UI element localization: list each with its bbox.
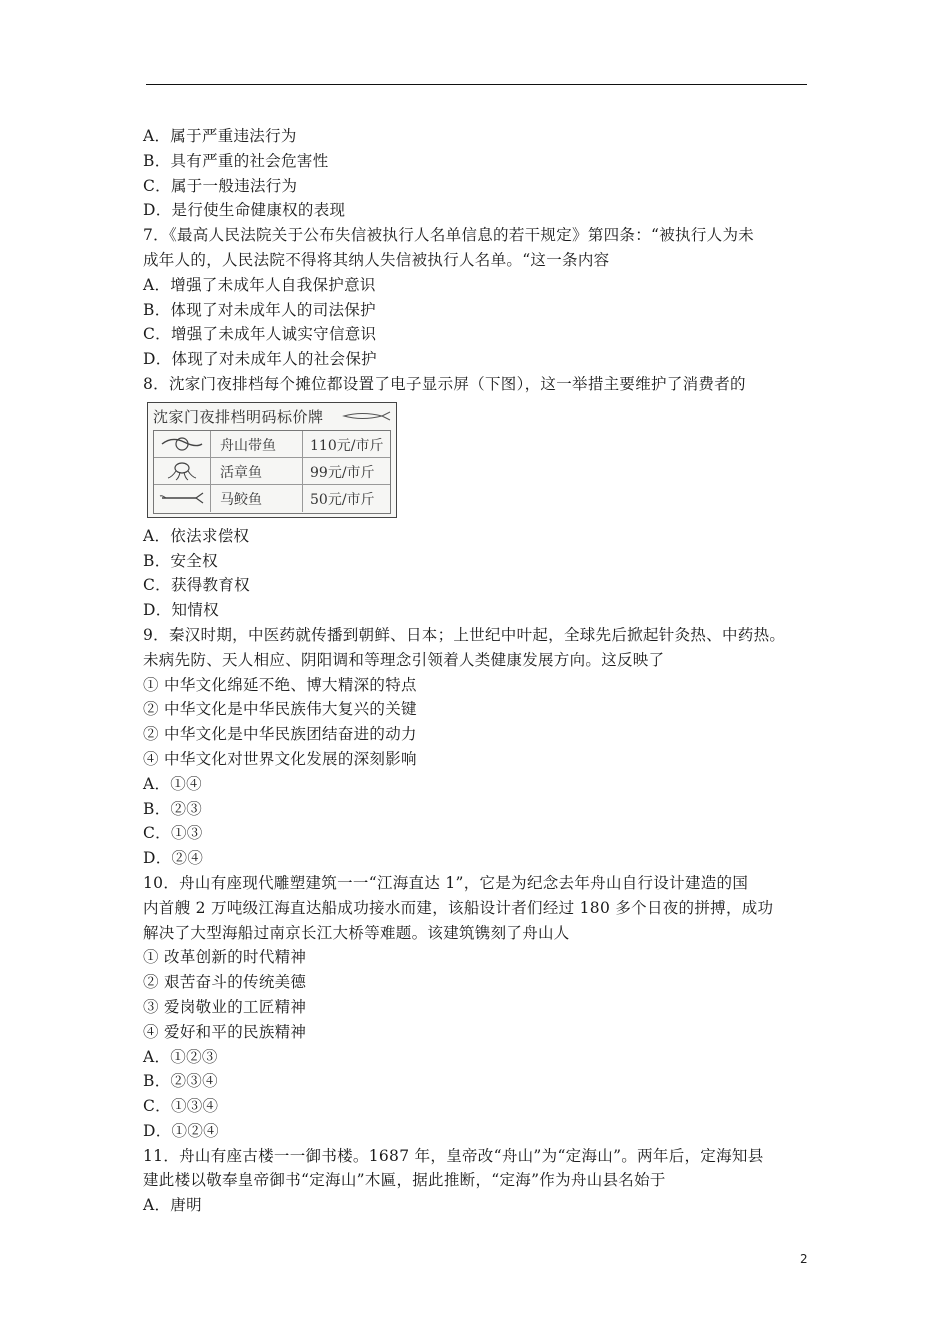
text-line: ③ 爱岗敬业的工匠精神 — [143, 997, 307, 1016]
text-line: D．②④ — [143, 849, 204, 868]
price-board-title: 沈家门夜排档明码标价牌 — [153, 407, 324, 426]
text-line: A．依法求偿权 — [143, 526, 250, 545]
question-text-bottom — [143, 524, 808, 1218]
text-line: B．体现了对未成年人的司法保护 — [143, 300, 376, 319]
text-line: ② 中华文化是中华民族伟大复兴的关键 — [143, 700, 417, 719]
text-line: C．增强了未成年人诚实守信意识 — [143, 325, 377, 344]
text-line: ② 中华文化是中华民族团结奋进的动力 — [143, 725, 417, 744]
text-line: B．②③ — [143, 799, 203, 818]
item-name: 马鲛鱼 — [220, 491, 262, 508]
squid-icon — [158, 488, 206, 508]
text-line: D．体现了对未成年人的社会保护 — [143, 350, 377, 369]
item-price: 110元/市斤 — [310, 437, 384, 454]
text-line: 解决了大型海船过南京长江大桥等难题。该建筑镌刻了舟山人 — [143, 923, 570, 942]
item-price: 99元/市斤 — [310, 464, 375, 481]
text-line: C．属于一般违法行为 — [143, 176, 298, 195]
text-line: 内首艘 2 万吨级江海直达船成功接水而建，该船设计者们经过 180 多个日夜的拼搏，成功 — [143, 898, 774, 917]
text-line: 11．舟山有座古楼一一御书楼。1687 年，皇帝改“舟山”为“定海山”。两年后，定海知县 — [143, 1146, 764, 1165]
text-line: 7．《最高人民法院关于公布失信被执行人名单信息的若干规定》第四条：“被执行人为未 — [143, 226, 755, 245]
text-line: A．①④ — [143, 774, 202, 793]
document-body — [143, 124, 808, 1218]
text-line: A．①②③ — [143, 1047, 218, 1066]
price-row — [154, 431, 390, 458]
text-line: 9．秦汉时期，中医药就传播到朝鲜、日本；上世纪中叶起，全球先后掀起针灸热、中药热。 — [143, 625, 786, 644]
text-line: A．增强了未成年人自我保护意识 — [143, 275, 376, 294]
hairtail-fish-icon — [158, 434, 206, 454]
text-line: D．知情权 — [143, 601, 219, 620]
text-line: B．具有严重的社会危害性 — [143, 151, 329, 170]
text-line: C．①③④ — [143, 1097, 219, 1116]
header-rule — [146, 84, 807, 85]
text-line: 10．舟山有座现代雕塑建筑一一“江海直达 1”，它是为纪念去年舟山自行设计建造的国 — [143, 873, 749, 892]
text-line: 成年人的，人民法院不得将其纳人失信被执行人名单。“这一条内容 — [143, 250, 610, 269]
question-text-top — [143, 124, 808, 397]
text-line: D．①②④ — [143, 1121, 219, 1140]
text-line: A．属于严重违法行为 — [143, 127, 297, 145]
text-line: C．①③ — [143, 824, 203, 843]
text-line: ④ 爱好和平的民族精神 — [143, 1022, 307, 1041]
price-row — [154, 458, 390, 485]
text-line: B．②③④ — [143, 1072, 218, 1091]
text-line: B．安全权 — [143, 551, 218, 570]
text-line: ④ 中华文化对世界文化发展的深刻影响 — [143, 749, 417, 768]
text-line: ② 艰苦奋斗的传统美德 — [143, 973, 307, 992]
text-line: ① 中华文化绵延不绝、博大精深的特点 — [143, 675, 417, 694]
text-line: 未病先防、天人相应、阴阳调和等理念引领着人类健康发展方向。这反映了 — [143, 650, 665, 669]
price-row — [154, 485, 390, 512]
page-number: 2 — [800, 1252, 808, 1266]
text-line: C．获得教育权 — [143, 576, 250, 595]
octopus-icon — [158, 461, 206, 481]
text-line: A．唐明 — [143, 1196, 202, 1215]
item-name: 舟山带鱼 — [220, 437, 276, 454]
item-price: 50元/市斤 — [310, 491, 375, 508]
price-table — [153, 430, 391, 514]
price-board-figure — [147, 402, 397, 518]
decorative-fish-icon — [342, 411, 392, 421]
text-line: 建此楼以敬奉皇帝御书“定海山”木匾，据此推断，“定海”作为舟山县名始于 — [143, 1171, 666, 1190]
item-name: 活章鱼 — [220, 464, 262, 481]
text-line: ① 改革创新的时代精神 — [143, 948, 307, 967]
text-line: D．是行使生命健康权的表现 — [143, 201, 346, 220]
text-line: 8．沈家门夜排档每个摊位都设置了电子显示屏（下图），这一举措主要维护了消费者的 — [143, 374, 746, 393]
